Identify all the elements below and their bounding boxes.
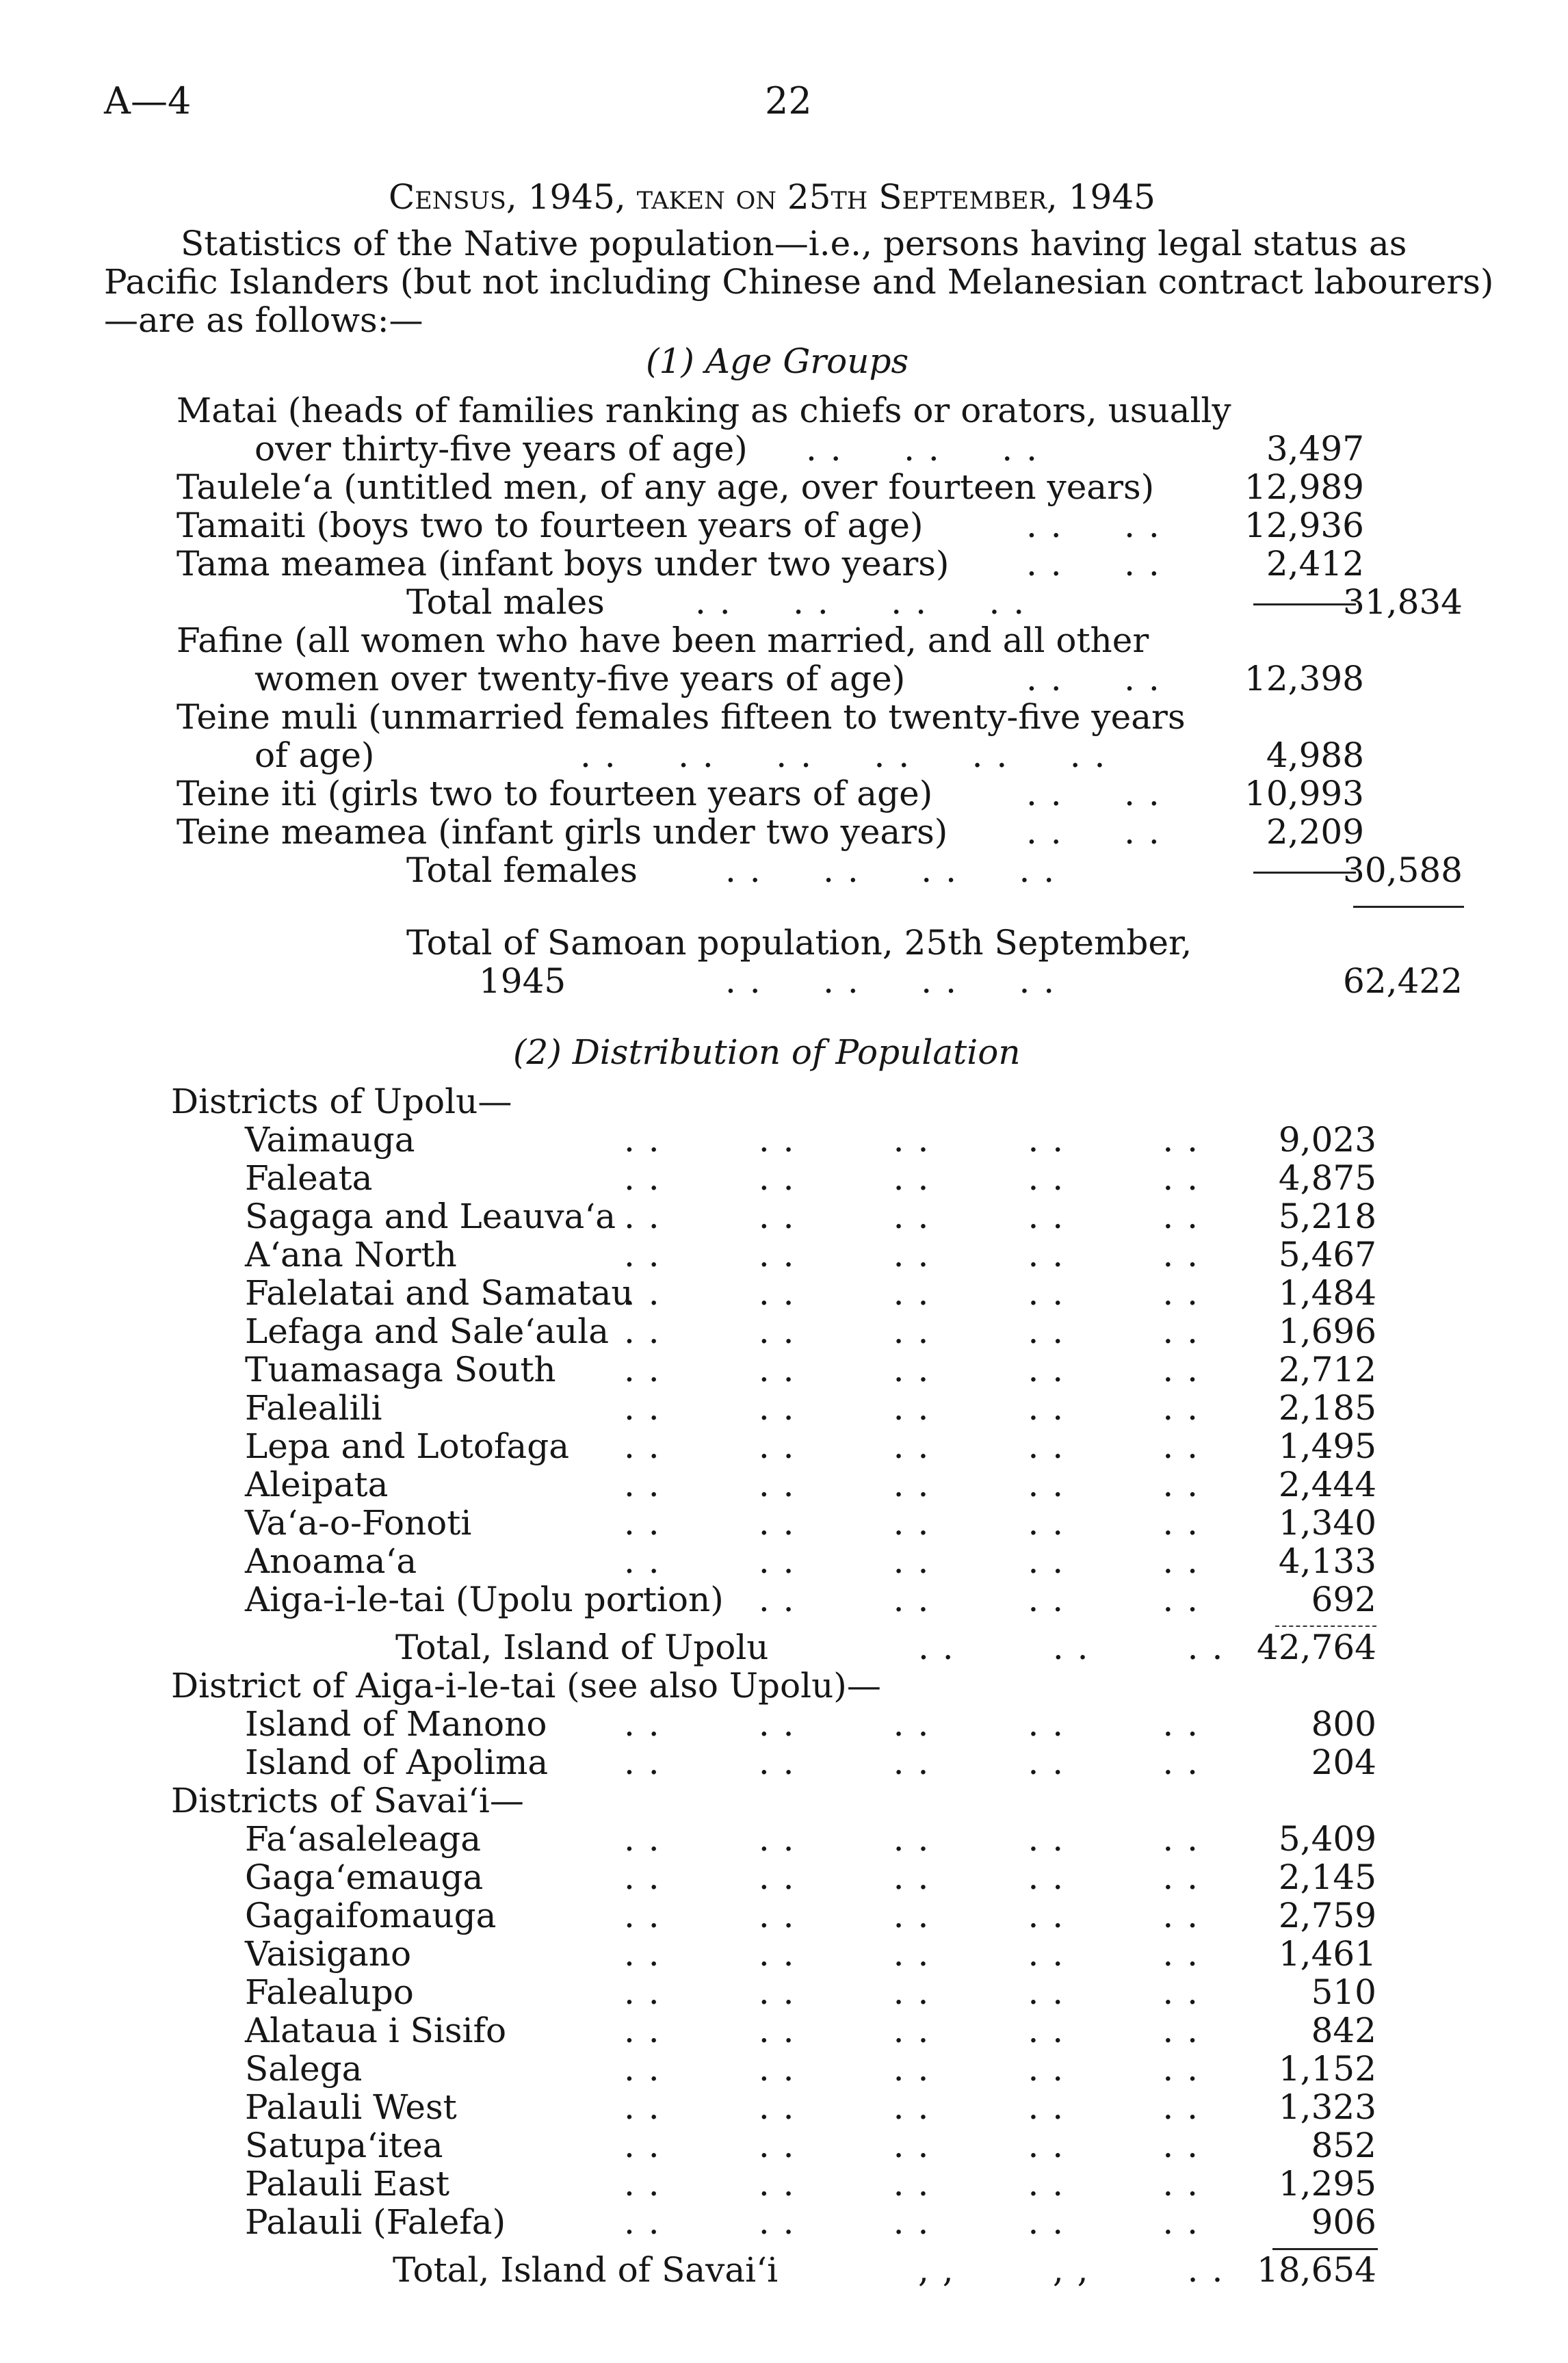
district-name: Vaimauga xyxy=(245,1120,415,1160)
value-taulelea: 12,989 xyxy=(1244,467,1364,507)
leader-dots: . . . . . . . . . . xyxy=(624,1120,1199,1160)
leader-dots: . . . . . . . . . . . . xyxy=(580,735,1107,775)
district-value: 2,712 xyxy=(1278,1350,1376,1389)
district-name: Palauli West xyxy=(245,2087,457,2127)
age-row-taulelea: Taulele‘a (untitled men, of any age, over fourteen years) xyxy=(177,467,1155,507)
intro-line-1: Statistics of the Native population—i.e., persons having legal status as xyxy=(181,224,1407,263)
district-value: 2,145 xyxy=(1278,1857,1376,1897)
leader-dots: . . . . . . . . xyxy=(725,961,1056,1001)
age-row-teine-muli-line2: of age) xyxy=(254,735,375,775)
distribution-heading xyxy=(513,1033,1021,1071)
value-teine-muli: 4,988 xyxy=(1266,735,1364,775)
district-name: Va‘a-o-Fonoti xyxy=(245,1503,472,1543)
aiga-heading: District of Aiga-i-le-tai (see also Upolu)— xyxy=(171,1666,881,1706)
total-samoan-label-line1: Total of Samoan population, 25th September, xyxy=(406,923,1192,963)
leader-dots: . . . . . . xyxy=(806,429,1038,469)
district-value: 5,218 xyxy=(1278,1197,1376,1236)
district-value: 2,185 xyxy=(1278,1388,1376,1428)
district-name: Aleipata xyxy=(245,1465,389,1504)
leader-dots: . . . . . . . . . . xyxy=(624,1158,1199,1198)
age-row-fafine-line2: women over twenty-five years of age) xyxy=(254,659,906,699)
value-upolu-total: 42,764 xyxy=(1257,1628,1376,1667)
leader-dots: . . . . . . . . . . xyxy=(624,2087,1199,2127)
document-reference: A—4 xyxy=(104,79,192,122)
leader-dots: . . . . . . . . xyxy=(695,582,1026,622)
leader-dots: . . . . . . . . . . xyxy=(624,2011,1199,2050)
district-value: 1,495 xyxy=(1278,1426,1376,1466)
savaii-total-label: Total, Island of Savai‘i xyxy=(393,2250,779,2290)
total-samoan-label-line2: 1945 xyxy=(479,961,566,1001)
age-row-tamaiti: Tamaiti (boys two to fourteen years of age) xyxy=(177,506,924,545)
district-value: 852 xyxy=(1311,2126,1376,2165)
leader-dots: . . . . . . . . . . xyxy=(624,2202,1199,2242)
leader-dots: . . . . . . . . . . xyxy=(624,1465,1199,1504)
district-name: Gaga‘emauga xyxy=(245,1857,484,1897)
leader-dots: . . . . . . . . . . xyxy=(624,1972,1199,2012)
leader-dots: . . . . . . . . . . xyxy=(624,1426,1199,1466)
value-matai: 3,497 xyxy=(1266,429,1364,469)
district-name: Aiga-i-le-tai (Upolu portion) xyxy=(245,1580,724,1619)
district-name: Faleata xyxy=(245,1158,373,1198)
leader-dots: . . . . . . xyxy=(918,1628,1225,1667)
leader-dots: . . . . . . . . . . xyxy=(624,1311,1199,1351)
savaii-heading: Districts of Savai‘i— xyxy=(171,1781,524,1820)
leader-dots: . . . . . . . . . . xyxy=(624,1541,1199,1581)
intro-line-3: —are as follows:— xyxy=(104,300,423,340)
district-value: 2,759 xyxy=(1278,1896,1376,1935)
age-row-teine-iti: Teine iti (girls two to fourteen years of age) xyxy=(177,774,933,813)
district-name: A‘ana North xyxy=(245,1235,457,1275)
value-tamaiti: 12,936 xyxy=(1244,506,1364,545)
district-name: Sagaga and Leauva‘a xyxy=(245,1197,616,1236)
leader-dots: . . . . xyxy=(1026,544,1161,584)
upolu-total-label: Total, Island of Upolu xyxy=(395,1628,769,1667)
leader-dots: . . . . . . . . . . xyxy=(624,1742,1199,1782)
census-title: Census, 1945, taken on 25th September, 1945 xyxy=(389,177,1155,217)
district-name: Gagaifomauga xyxy=(245,1896,497,1935)
district-value: 1,461 xyxy=(1278,1934,1376,1974)
leader-dots: . . . . . . . . . . xyxy=(624,2126,1199,2165)
district-value: 842 xyxy=(1311,2011,1376,2050)
district-value: 1,484 xyxy=(1278,1273,1376,1313)
age-row-tama-meamea: Tama meamea (infant boys under two years) xyxy=(177,544,950,584)
leader-dots: . . . . . . . . . . xyxy=(624,1235,1199,1275)
value-total-females: 30,588 xyxy=(1343,850,1463,890)
age-row-fafine-line1: Fafine (all women who have been married, and all other xyxy=(177,621,1149,660)
district-value: 4,133 xyxy=(1278,1541,1376,1581)
age-row-teine-meamea: Teine meamea (infant girls under two years) xyxy=(177,812,948,852)
leader-dots: . . . . . . . . . . xyxy=(624,1704,1199,1744)
district-name: Anoama‘a xyxy=(245,1541,417,1581)
leader-dots: . . . . . . . . . . xyxy=(624,1819,1199,1859)
district-value: 906 xyxy=(1311,2202,1376,2242)
district-name: Satupa‘itea xyxy=(245,2126,443,2165)
leader-dots: . . . . . . . . . . xyxy=(624,1388,1199,1428)
district-name: Palauli East xyxy=(245,2164,450,2204)
district-value: 1,152 xyxy=(1278,2049,1376,2089)
district-value: 5,409 xyxy=(1278,1819,1376,1859)
district-name: Falelatai and Samatau xyxy=(245,1273,633,1313)
age-row-matai-line1: Matai (heads of families ranking as chiefs or orators, usually xyxy=(177,391,1231,430)
district-value: 1,323 xyxy=(1278,2087,1376,2127)
total-males-label: Total males xyxy=(406,582,605,622)
leader-dots: . . . . . . . . . . xyxy=(624,1934,1199,1974)
district-name: Lefaga and Sale‘aula xyxy=(245,1311,610,1351)
leader-dots: . . . . . . . . . . xyxy=(624,1580,1199,1619)
leader-dots: , , , , . . xyxy=(918,2250,1225,2290)
age-row-teine-muli-line1: Teine muli (unmarried females fifteen to twenty-five years xyxy=(177,697,1186,737)
district-value: 510 xyxy=(1311,1972,1376,2012)
page-number: 22 xyxy=(765,79,812,122)
leader-dots: . . . . . . . . . . xyxy=(624,1350,1199,1389)
district-value: 5,467 xyxy=(1278,1235,1376,1275)
leader-dots: . . . . . . . . . . xyxy=(624,2164,1199,2204)
value-fafine: 12,398 xyxy=(1244,659,1364,699)
leader-dots: . . . . . . . . . . xyxy=(624,1273,1199,1313)
value-teine-iti: 10,993 xyxy=(1244,774,1364,813)
age-row-matai-line2: over thirty-five years of age) xyxy=(254,429,748,469)
total-females-label: Total females xyxy=(406,850,638,890)
distribution-heading-text: (2) Distribution of Population xyxy=(513,1032,1021,1072)
leader-dots: . . . . xyxy=(1026,506,1161,545)
upolu-heading: Districts of Upolu— xyxy=(171,1082,512,1121)
district-name: Alataua i Sisifo xyxy=(245,2011,507,2050)
district-value: 1,696 xyxy=(1278,1311,1376,1351)
age-groups-heading: (1) Age Groups xyxy=(646,341,909,381)
value-tama-meamea: 2,412 xyxy=(1266,544,1364,584)
leader-rule xyxy=(1253,603,1356,605)
value-total-samoan: 62,422 xyxy=(1343,961,1463,1001)
leader-dots: . . . . xyxy=(1026,812,1161,852)
district-value: 4,875 xyxy=(1278,1158,1376,1198)
district-value: 800 xyxy=(1311,1704,1376,1744)
leader-dots: . . . . . . . . . . xyxy=(624,2049,1199,2089)
leader-dots: . . . . xyxy=(1026,659,1161,699)
district-name: Island of Apolima xyxy=(245,1742,549,1782)
leader-dots: . . . . xyxy=(1026,774,1161,813)
district-value: 692 xyxy=(1311,1580,1376,1619)
district-name: Palauli (Falefa) xyxy=(245,2202,506,2242)
district-name: Tuamasaga South xyxy=(245,1350,556,1389)
leader-dots: . . . . . . . . xyxy=(725,850,1056,890)
district-name: Falealupo xyxy=(245,1972,414,2012)
sum-rule xyxy=(1353,906,1464,908)
district-value: 9,023 xyxy=(1278,1120,1376,1160)
district-value: 204 xyxy=(1311,1742,1376,1782)
leader-dots: . . . . . . . . . . xyxy=(624,1857,1199,1897)
value-savaii-total: 18,654 xyxy=(1257,2250,1376,2290)
value-total-males: 31,834 xyxy=(1343,582,1463,622)
district-name: Vaisigano xyxy=(245,1934,412,1974)
district-name: Island of Manono xyxy=(245,1704,547,1744)
district-name: Fa‘asaleleaga xyxy=(245,1819,482,1859)
leader-rule xyxy=(1253,872,1356,874)
leader-dots: . . . . . . . . . . xyxy=(624,1197,1199,1236)
district-name: Falealili xyxy=(245,1388,382,1428)
district-value: 1,340 xyxy=(1278,1503,1376,1543)
district-name: Salega xyxy=(245,2049,363,2089)
district-value: 1,295 xyxy=(1278,2164,1376,2204)
value-teine-meamea: 2,209 xyxy=(1266,812,1364,852)
intro-line-2: Pacific Islanders (but not including Chinese and Melanesian contract labourers) xyxy=(104,262,1494,302)
district-value: 2,444 xyxy=(1278,1465,1376,1504)
leader-dots: . . . . . . . . . . xyxy=(624,1503,1199,1543)
district-name: Lepa and Lotofaga xyxy=(245,1426,570,1466)
sum-rule xyxy=(1275,1626,1376,1627)
leader-dots: . . . . . . . . . . xyxy=(624,1896,1199,1935)
